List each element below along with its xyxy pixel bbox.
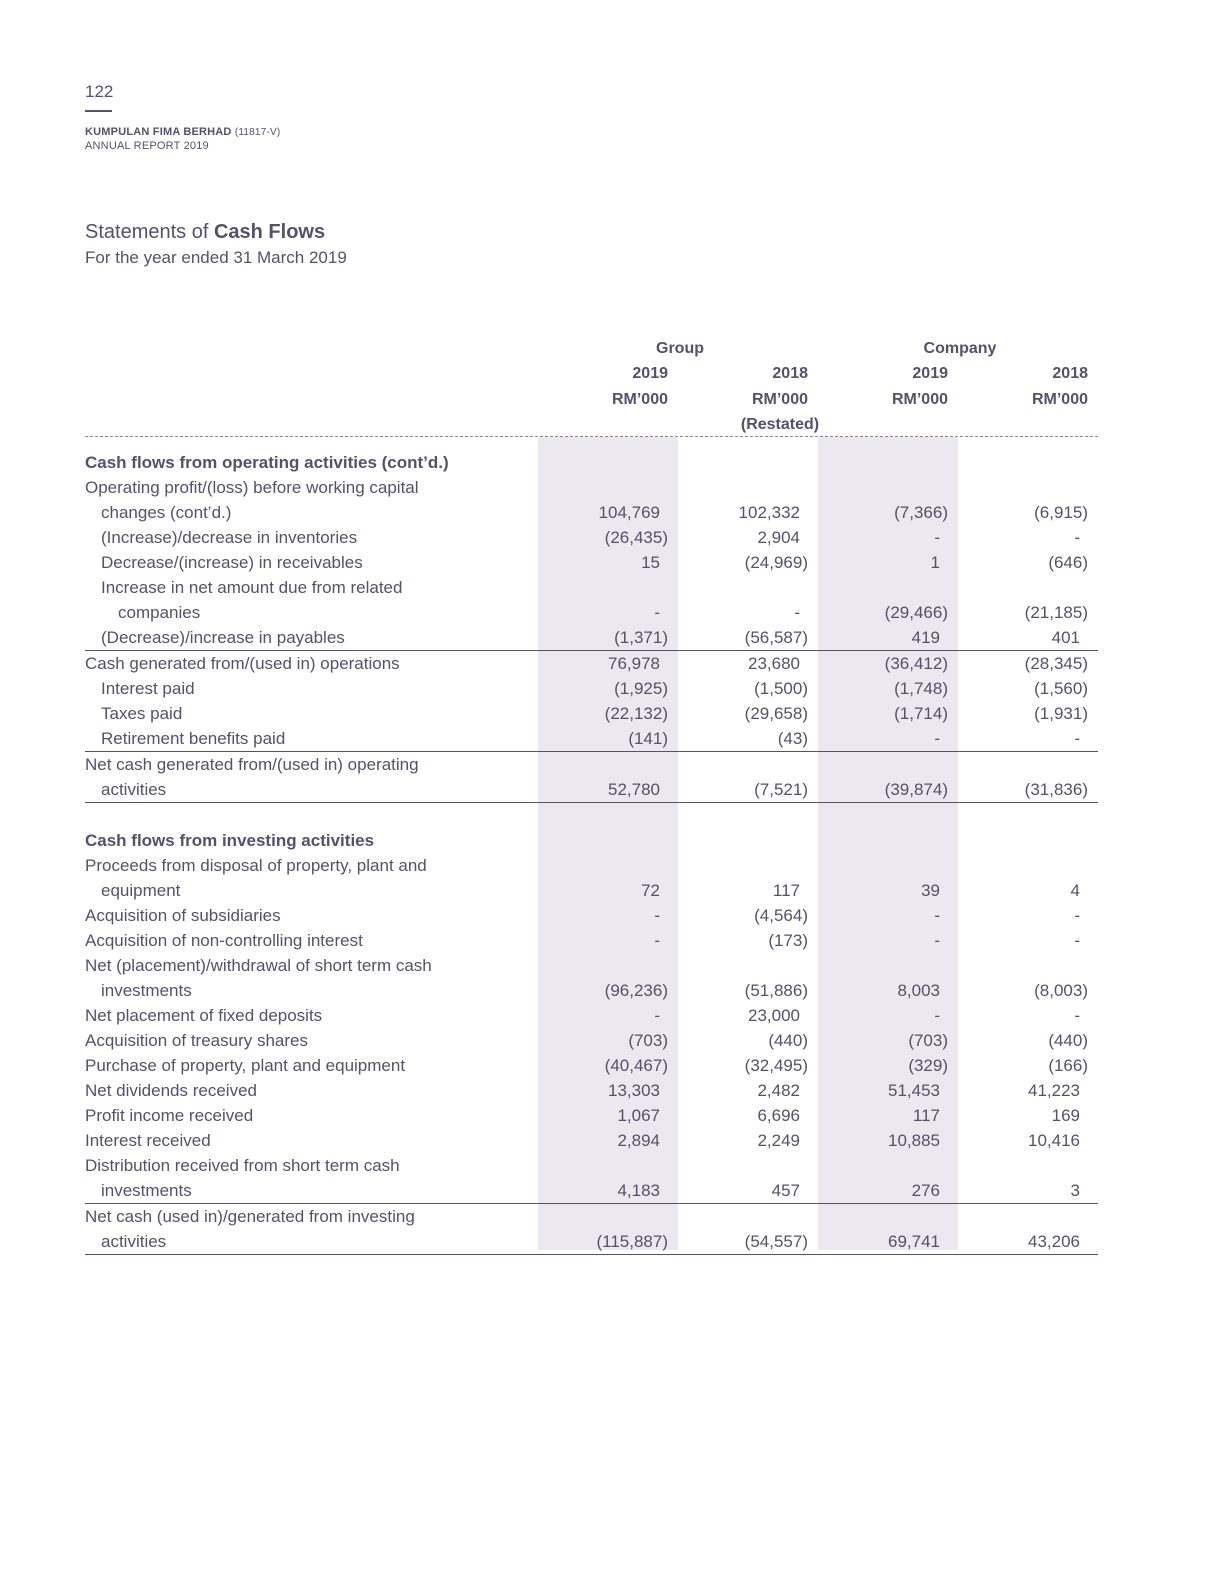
table-row bbox=[85, 726, 1098, 751]
table-row bbox=[85, 1103, 1098, 1128]
row-label-text: Distribution received from short term cash bbox=[85, 1156, 400, 1175]
value-company-2019: - bbox=[934, 528, 940, 547]
value-company-2019: - bbox=[934, 906, 940, 925]
table-row bbox=[85, 1028, 1098, 1053]
page-number-rule bbox=[85, 110, 112, 112]
section-heading-label: Cash flows from operating activities (cont’d.) bbox=[85, 453, 449, 472]
value-company-2019: (329) bbox=[908, 1056, 948, 1075]
row-label-cont: changes (cont’d.) bbox=[101, 503, 232, 522]
row-label-cont: equipment bbox=[101, 881, 181, 900]
row-label-text: Increase in net amount due from related bbox=[101, 578, 403, 597]
row-label: Cash generated from/(used in) operations bbox=[85, 654, 400, 673]
value-group-2018: (54,557) bbox=[744, 1232, 808, 1251]
value-group-2019: 52,780 bbox=[608, 780, 660, 799]
value-group-2019: 2,894 bbox=[617, 1131, 660, 1150]
value-group-2018: (7,521) bbox=[754, 780, 808, 799]
value-group-2019: (1,371) bbox=[614, 628, 668, 647]
value-group-2019: - bbox=[654, 1006, 660, 1025]
row-label bbox=[85, 1153, 525, 1203]
row-label-text: Operating profit/(loss) before working capital bbox=[85, 478, 419, 497]
value-group-2019: 104,769 bbox=[598, 503, 660, 522]
company-name-text: KUMPULAN FIMA BERHAD bbox=[85, 126, 232, 138]
row-label bbox=[85, 1204, 525, 1254]
value-group-2019: 1,067 bbox=[617, 1106, 660, 1125]
row-label: Decrease/(increase) in receivables bbox=[101, 553, 363, 572]
value-company-2019: (39,874) bbox=[884, 780, 948, 799]
row-label-text: Net cash generated from/(used in) operating bbox=[85, 755, 419, 774]
value-group-2018: (1,500) bbox=[754, 679, 808, 698]
value-group-2018: (173) bbox=[768, 931, 808, 950]
row-label: Acquisition of treasury shares bbox=[85, 1031, 308, 1050]
row-label: (Increase)/decrease in inventories bbox=[101, 528, 358, 547]
table-row bbox=[85, 953, 1098, 1003]
row-label: Net placement of fixed deposits bbox=[85, 1006, 323, 1025]
company-name bbox=[85, 126, 280, 138]
unit-header-company-2018: RM’000 bbox=[1031, 391, 1088, 408]
value-group-2018: 102,332 bbox=[738, 503, 800, 522]
row-label: Net dividends received bbox=[85, 1081, 257, 1100]
row-label bbox=[85, 752, 525, 802]
table-row bbox=[85, 1053, 1098, 1078]
row-label-cont: investments bbox=[101, 981, 192, 1000]
table-row-total bbox=[85, 1203, 1098, 1255]
value-group-2019: (141) bbox=[628, 729, 668, 748]
value-company-2019: 10,885 bbox=[888, 1131, 940, 1150]
value-group-2018: (56,587) bbox=[744, 628, 808, 647]
value-company-2019: (29,466) bbox=[884, 603, 948, 622]
value-company-2019: - bbox=[934, 931, 940, 950]
value-company-2018: (440) bbox=[1048, 1031, 1088, 1050]
value-company-2018: - bbox=[1074, 1006, 1080, 1025]
value-group-2018: 117 bbox=[772, 881, 800, 900]
value-company-2018: 3 bbox=[1070, 1181, 1080, 1200]
value-company-2018: (646) bbox=[1048, 553, 1088, 572]
value-company-2019: (703) bbox=[908, 1031, 948, 1050]
row-label: Interest paid bbox=[101, 679, 195, 698]
value-company-2019: - bbox=[934, 729, 940, 748]
row-label-text: Net (placement)/withdrawal of short term cash bbox=[85, 956, 432, 975]
table-row bbox=[85, 676, 1098, 701]
value-group-2019: (1,925) bbox=[614, 679, 668, 698]
row-label-cont: companies bbox=[118, 603, 201, 622]
row-label: Retirement benefits paid bbox=[101, 729, 286, 748]
row-label-cont: activities bbox=[101, 1232, 167, 1251]
value-company-2018: 41,223 bbox=[1028, 1081, 1080, 1100]
row-label: Acquisition of non-controlling interest bbox=[85, 931, 363, 950]
table-row bbox=[85, 1003, 1098, 1028]
row-label-cont: investments bbox=[101, 1181, 192, 1200]
company-column-header: Company bbox=[923, 340, 997, 357]
row-label: Profit income received bbox=[85, 1106, 254, 1125]
row-label: Purchase of property, plant and equipment bbox=[85, 1056, 406, 1075]
table-row bbox=[85, 1153, 1098, 1203]
value-group-2019: (703) bbox=[628, 1031, 668, 1050]
value-company-2018: 169 bbox=[1051, 1106, 1080, 1125]
value-company-2018: (21,185) bbox=[1024, 603, 1088, 622]
table-row bbox=[85, 1078, 1098, 1103]
year-header-group-2018: 2018 bbox=[772, 365, 808, 382]
value-company-2018: (1,560) bbox=[1034, 679, 1088, 698]
header-divider bbox=[85, 436, 1098, 437]
value-company-2018: (31,836) bbox=[1024, 780, 1088, 799]
value-company-2018: (8,003) bbox=[1034, 981, 1088, 1000]
value-group-2019: (40,467) bbox=[604, 1056, 668, 1075]
value-company-2019: - bbox=[934, 1006, 940, 1025]
table-row-total bbox=[85, 751, 1098, 803]
row-label: Taxes paid bbox=[101, 704, 183, 723]
value-group-2019: - bbox=[654, 906, 660, 925]
value-company-2018: - bbox=[1074, 528, 1080, 547]
value-group-2018: 2,904 bbox=[757, 528, 800, 547]
value-group-2018: 457 bbox=[771, 1181, 800, 1200]
table-row bbox=[85, 550, 1098, 575]
table-row bbox=[85, 701, 1098, 726]
value-group-2019: (96,236) bbox=[604, 981, 668, 1000]
table-row bbox=[85, 475, 1098, 525]
value-company-2019: 117 bbox=[912, 1106, 940, 1125]
table-row bbox=[85, 928, 1098, 953]
unit-header-company-2019: RM’000 bbox=[891, 391, 948, 408]
value-company-2019: 1 bbox=[930, 553, 940, 572]
year-header-company-2019: 2019 bbox=[912, 365, 948, 382]
row-label: (Decrease)/increase in payables bbox=[101, 628, 345, 647]
value-group-2019: (22,132) bbox=[604, 704, 668, 723]
value-group-2018: - bbox=[794, 603, 800, 622]
section-spacer bbox=[85, 803, 1098, 828]
value-group-2018: (29,658) bbox=[744, 704, 808, 723]
row-label-text: Net cash (used in)/generated from investing bbox=[85, 1207, 415, 1226]
report-title: ANNUAL REPORT 2019 bbox=[85, 140, 209, 152]
row-label bbox=[85, 953, 525, 1003]
restated-note: (Restated) bbox=[740, 416, 820, 433]
value-group-2018: 2,482 bbox=[757, 1081, 800, 1100]
value-company-2018: 4 bbox=[1070, 881, 1080, 900]
unit-header-group-2018: RM’000 bbox=[751, 391, 808, 408]
value-group-2018: (440) bbox=[768, 1031, 808, 1050]
value-group-2019: - bbox=[654, 603, 660, 622]
value-company-2018: 10,416 bbox=[1028, 1131, 1080, 1150]
statement-title-bold: Cash Flows bbox=[213, 221, 326, 243]
value-company-2019: (7,366) bbox=[894, 503, 948, 522]
statement-subtitle: For the year ended 31 March 2019 bbox=[85, 248, 347, 267]
value-group-2019: 72 bbox=[641, 881, 660, 900]
statement-title bbox=[85, 221, 325, 244]
table-row bbox=[85, 525, 1098, 550]
table-row bbox=[85, 903, 1098, 928]
value-group-2018: (24,969) bbox=[744, 553, 808, 572]
value-company-2018: - bbox=[1074, 906, 1080, 925]
value-group-2019: 13,303 bbox=[608, 1081, 660, 1100]
page-number: 122 bbox=[85, 82, 114, 101]
table-row bbox=[85, 1128, 1098, 1153]
table-row bbox=[85, 575, 1098, 625]
year-header-group-2019: 2019 bbox=[632, 365, 668, 382]
value-company-2018: 401 bbox=[1051, 628, 1080, 647]
value-company-2018: (166) bbox=[1048, 1056, 1088, 1075]
value-group-2019: (115,887) bbox=[596, 1232, 668, 1251]
row-label bbox=[85, 475, 525, 525]
table-row bbox=[85, 853, 1098, 903]
value-company-2019: 69,741 bbox=[888, 1232, 940, 1251]
value-company-2018: (6,915) bbox=[1034, 503, 1088, 522]
section-heading-label: Cash flows from investing activities bbox=[85, 831, 375, 850]
section-heading-operating bbox=[85, 450, 1098, 475]
section-heading-investing bbox=[85, 828, 1098, 853]
value-group-2018: (43) bbox=[777, 729, 808, 748]
row-label bbox=[85, 853, 525, 903]
row-label bbox=[85, 575, 525, 625]
row-label-text: Proceeds from disposal of property, plant and bbox=[85, 856, 427, 875]
value-group-2019: 76,978 bbox=[608, 654, 660, 673]
row-label: Interest received bbox=[85, 1131, 211, 1150]
value-company-2019: 51,453 bbox=[888, 1081, 940, 1100]
value-group-2018: 6,696 bbox=[757, 1106, 800, 1125]
value-company-2019: (1,748) bbox=[894, 679, 948, 698]
value-group-2019: - bbox=[654, 931, 660, 950]
value-company-2019: (1,714) bbox=[894, 704, 948, 723]
table-row bbox=[85, 625, 1098, 650]
value-group-2018: (4,564) bbox=[754, 906, 808, 925]
value-company-2018: (28,345) bbox=[1024, 654, 1088, 673]
value-group-2018: 2,249 bbox=[757, 1131, 800, 1150]
group-column-header: Group bbox=[656, 340, 704, 357]
company-registration: (11817-V) bbox=[234, 127, 281, 138]
value-company-2018: (1,931) bbox=[1034, 704, 1088, 723]
value-group-2019: 15 bbox=[641, 553, 660, 572]
statement-title-prefix: Statements of bbox=[85, 221, 209, 243]
value-company-2018: - bbox=[1074, 729, 1080, 748]
value-group-2018: 23,000 bbox=[748, 1006, 800, 1025]
table-row-subtotal bbox=[85, 650, 1098, 676]
value-company-2018: - bbox=[1074, 931, 1080, 950]
row-label-cont: activities bbox=[101, 780, 167, 799]
value-group-2019: (26,435) bbox=[604, 528, 668, 547]
value-company-2019: 276 bbox=[911, 1181, 940, 1200]
row-label: Acquisition of subsidiaries bbox=[85, 906, 281, 925]
table-body bbox=[85, 450, 1098, 1255]
value-company-2018: 43,206 bbox=[1028, 1232, 1080, 1251]
value-company-2019: (36,412) bbox=[884, 654, 948, 673]
value-company-2019: 419 bbox=[911, 628, 940, 647]
value-group-2019: 4,183 bbox=[617, 1181, 660, 1200]
value-company-2019: 39 bbox=[921, 881, 940, 900]
year-header-company-2018: 2018 bbox=[1052, 365, 1088, 382]
value-group-2018: (51,886) bbox=[744, 981, 808, 1000]
unit-header-group-2019: RM’000 bbox=[611, 391, 668, 408]
value-company-2019: 8,003 bbox=[897, 981, 940, 1000]
value-group-2018: (32,495) bbox=[744, 1056, 808, 1075]
value-group-2018: 23,680 bbox=[748, 654, 800, 673]
